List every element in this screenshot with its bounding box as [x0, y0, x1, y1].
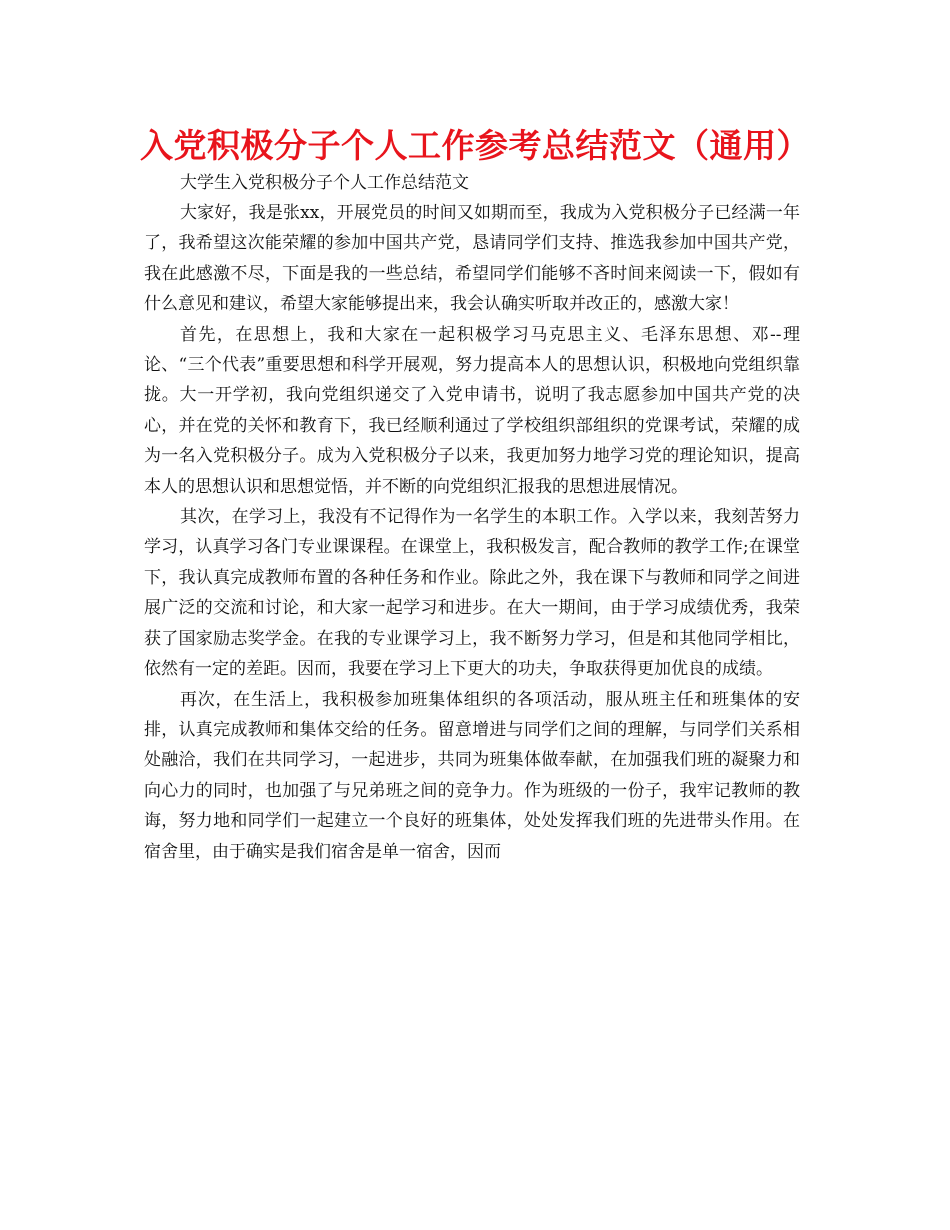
paragraph-study: 其次，在学习上，我没有不记得作为一名学生的本职工作。入学以来，我刻苦努力学习，认真学习各门专业课课程。在课堂上，我积极发言，配合教师的教学工作;在课堂下，我认真完成教师布置的各种任务和作业。除此之外，我在课下与教师和同学之间进展广泛的交流和讨论，和大家一起学习和进步。在大一期间，由于学习成绩优秀，我荣获了国家励志奖学金。在我的专业课学习上，我不断努力学习，但是和其他同学相比，依然有一定的差距。因而，我要在学习上下更大的功夫，争取获得更加优良的成绩。	[144, 507, 800, 680]
paragraph-thought: 首先，在思想上，我和大家在一起积极学习马克思主义、毛泽东思想、邓--理论、“三个代表”重要思想和科学开展观，努力提高本人的思想认识，积极地向党组织靠拢。大一开学初，我向党组织递交了入党申请书，说明了我志愿参加中国共产党的决心，并在党的关怀和教育下，我已经顺利通过了学校组织部组织的党课考试，荣耀的成为一名入党积极分子。成为入党积极分子以来，我更加努力地学习党的理论知识，提高本人的思想认识和思想觉悟，并不断的向党组织汇报我的思想进展情况。	[144, 324, 800, 497]
document-body	[144, 168, 800, 867]
paragraph-intro: 大家好，我是张xx，开展党员的时间又如期而至，我成为入党积极分子已经满一年了，我希望这次能荣耀的参加中国共产党，恳请同学们支持、推选我参加中国共产党，我在此感激不尽，下面是我的一些总结，希望同学们能够不吝时间来阅读一下，假如有什么意见和建议，希望大家能够提出来，我会认确实听取并改正的，感激大家！	[144, 203, 800, 315]
paragraph-life: 再次，在生活上，我积极参加班集体组织的各项活动，服从班主任和班集体的安排，认真完成教师和集体交给的任务。留意增进与同学们之间的理解，与同学们关系相处融洽，我们在共同学习，一起进步，共同为班集体做奉献，在加强我们班的凝聚力和向心力的同时，也加强了与兄弟班之间的竞争力。作为班级的一份子，我牢记教师的教诲，努力地和同学们一起建立一个良好的班集体，处处发挥我们班的先进带头作用。在宿舍里，由于确实是我们宿舍是单一宿舍，因而	[144, 689, 800, 862]
document-title: 入党积极分子个人工作参考总结范文（通用）	[140, 126, 810, 165]
document-subtitle: 大学生入党积极分子个人工作总结范文	[180, 173, 469, 193]
